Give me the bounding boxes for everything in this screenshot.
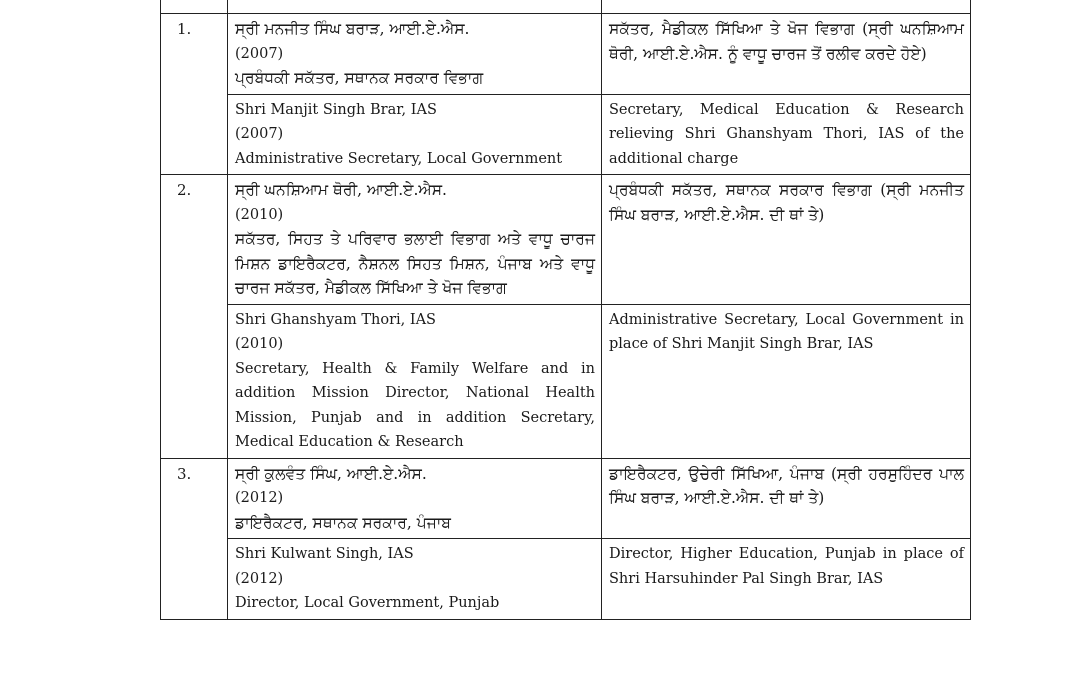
current-posting: ਸਕੱਤਰ, ਸਿਹਤ ਤੇ ਪਰਿਵਾਰ ਭਲਾਈ ਵਿਭਾਗ ਅਤੇ ਵਾਧੂ ਚਾਰਜ ਮਿਸ਼ਨ ਡਾਇਰੈਕਟਰ, ਨੈਸ਼ਨਲ ਸਿਹਤ ਮਿਸ਼ਨ, ਪੰਜਾਬ ਅਤੇ ਵਾਧੂ ਚਾਰਜ ਸਕੱਤਰ, ਮੈਡੀਕਲ ਸਿੱਖਿਆ ਤੇ ਖੋਜ ਵਿਭਾਗ (235, 230, 595, 297)
officer-cell-english (228, 539, 602, 620)
new-posting: Administrative Secretary, Local Government in place of Shri Manjit Singh Brar, IAS (609, 311, 964, 352)
table-row (161, 14, 971, 95)
table-row (161, 539, 971, 620)
current-posting: Director, Local Government, Punjab (235, 595, 500, 611)
new-posting-cell-english (602, 94, 971, 175)
current-posting: Secretary, Health & Family Welfare and in addition Mission Director, National Health Mission, Punjab and in addition Secretary, Medical Education & Research (235, 360, 595, 450)
table-header-strip (161, 0, 971, 14)
new-posting: ਸਕੱਤਰ, ਮੈਡੀਕਲ ਸਿੱਖਿਆ ਤੇ ਖੋਜ ਵਿਭਾਗ (ਸ੍ਰੀ ਘਨਸ਼ਿਆਮ ਥੋਰੀ, ਆਈ.ਏ.ਐਸ. ਨੂੰ ਵਾਧੂ ਚਾਰਜ ਤੋਂ ਰਲੀਵ ਕਰਦੇ ਹੋਏ) (609, 20, 964, 63)
new-posting: Secretary, Medical Education & Research relieving Shri Ghanshyam Thori, IAS of the additional charge (609, 101, 964, 167)
table-row (161, 94, 971, 175)
new-posting-cell-english (602, 539, 971, 620)
batch-year: (2012) (235, 490, 284, 506)
batch-year: (2007) (235, 45, 284, 62)
officer-name: ਸ੍ਰੀ ਕੁਲਵੰਤ ਸਿੰਘ, ਆਈ.ਏ.ਐਸ. (235, 464, 427, 483)
serial-number: 3. (161, 458, 228, 619)
officer-name: ਸ੍ਰੀ ਮਨਜੀਤ ਸਿੰਘ ਬਰਾੜ, ਆਈ.ਏ.ਐਸ. (235, 20, 470, 38)
batch-year: (2010) (235, 336, 284, 352)
officer-cell-english (228, 94, 602, 175)
officer-name: Shri Ghanshyam Thori, IAS (235, 311, 436, 328)
officer-cell-punjabi (228, 458, 602, 539)
batch-year: (2010) (235, 206, 284, 223)
table-row (161, 175, 971, 305)
serial-number: 1. (161, 14, 228, 175)
officer-name: ਸ੍ਰੀ ਘਨਸ਼ਿਆਮ ਥੋਰੀ, ਆਈ.ਏ.ਐਸ. (235, 181, 447, 199)
new-posting-cell-punjabi (602, 458, 971, 539)
batch-year: (2012) (235, 570, 284, 587)
new-posting: ਪ੍ਰਬੰਧਕੀ ਸਕੱਤਰ, ਸਥਾਨਕ ਸਰਕਾਰ ਵਿਭਾਗ (ਸ੍ਰੀ ਮਨਜੀਤ ਸਿੰਘ ਬਰਾੜ, ਆਈ.ਏ.ਐਸ. ਦੀ ਥਾਂ ਤੇ) (609, 181, 964, 224)
new-posting-cell-english (602, 304, 971, 458)
current-posting: Administrative Secretary, Local Government (235, 150, 563, 167)
officer-cell-english (228, 304, 602, 458)
transfer-table (160, 0, 971, 620)
new-posting-cell-punjabi (602, 175, 971, 305)
new-posting: ਡਾਇਰੈਕਟਰ, ਉਚੇਰੀ ਸਿੱਖਿਆ, ਪੰਜਾਬ (ਸ੍ਰੀ ਹਰਸੁਹਿੰਦਰ ਪਾਲ ਸਿੰਘ ਬਰਾੜ, ਆਈ.ਏ.ਐਸ. ਦੀ ਥਾਂ ਤੇ) (609, 464, 964, 507)
table-row (161, 304, 971, 458)
transfer-order-document (160, 0, 970, 620)
batch-year: (2007) (235, 126, 284, 142)
new-posting-cell-punjabi (602, 14, 971, 95)
serial-number: 2. (161, 175, 228, 459)
current-posting: ਡਾਇਰੈਕਟਰ, ਸਥਾਨਕ ਸਰਕਾਰ, ਪੰਜਾਬ (235, 513, 451, 532)
officer-cell-punjabi (228, 14, 602, 95)
current-posting: ਪ੍ਰਬੰਧਕੀ ਸਕੱਤਰ, ਸਥਾਨਕ ਸਰਕਾਰ ਵਿਭਾਗ (235, 69, 484, 87)
officer-name: Shri Kulwant Singh, IAS (235, 546, 414, 562)
table-row (161, 458, 971, 539)
officer-name: Shri Manjit Singh Brar, IAS (235, 101, 437, 118)
new-posting: Director, Higher Education, Punjab in place of Shri Harsuhinder Pal Singh Brar, IAS (609, 546, 964, 587)
officer-cell-punjabi (228, 175, 602, 305)
